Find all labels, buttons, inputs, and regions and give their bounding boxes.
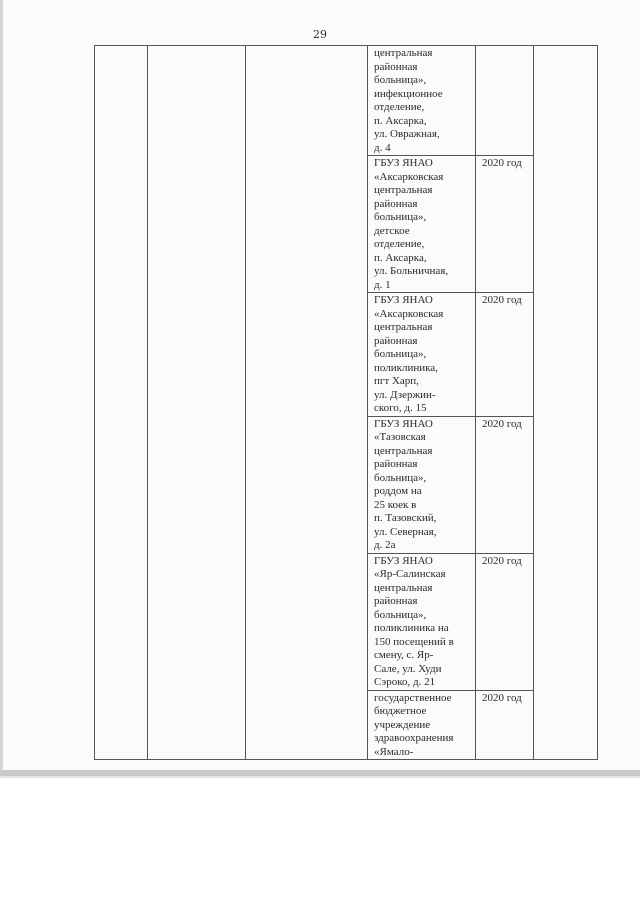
facility-cell: центральная районная больница», инфекционное отделение, п. Аксарка, ул. Овражная, д. 4 (368, 46, 476, 156)
empty-cell-col6 (534, 46, 598, 760)
facility-cell: ГБУЗ ЯНАО «Аксарковская центральная районная больница», поликлиника, пгт Харп, ул. Дзержин- ского, д. 15 (368, 293, 476, 417)
facility-cell: государственное бюджетное учреждение здравоохранения «Ямало- (368, 690, 476, 760)
facility-cell: ГБУЗ ЯНАО «Яр-Салинская центральная районная больница», поликлиника на 150 посещений в смену, с. Яр- Сале, ул. Худи Сэроко, д. 21 (368, 553, 476, 690)
year-cell: 2020 год (476, 553, 534, 690)
facility-cell: ГБУЗ ЯНАО «Аксарковская центральная районная больница», детское отделение, п. Аксарка, ул. Больничная, д. 1 (368, 156, 476, 293)
empty-cell-col3 (246, 46, 368, 760)
year-cell (476, 46, 534, 156)
page-number: 29 (313, 28, 327, 41)
year-cell: 2020 год (476, 416, 534, 553)
table-row (95, 46, 598, 156)
document-table (94, 45, 598, 760)
year-cell: 2020 год (476, 293, 534, 417)
empty-cell-col2 (148, 46, 246, 760)
year-cell: 2020 год (476, 690, 534, 760)
scan-edge-shadow (0, 0, 3, 770)
empty-cell-col1 (95, 46, 148, 760)
year-cell: 2020 год (476, 156, 534, 293)
facility-cell: ГБУЗ ЯНАО «Тазовская центральная районная больница», роддом на 25 коек в п. Тазовский, ул. Северная, д. 2а (368, 416, 476, 553)
